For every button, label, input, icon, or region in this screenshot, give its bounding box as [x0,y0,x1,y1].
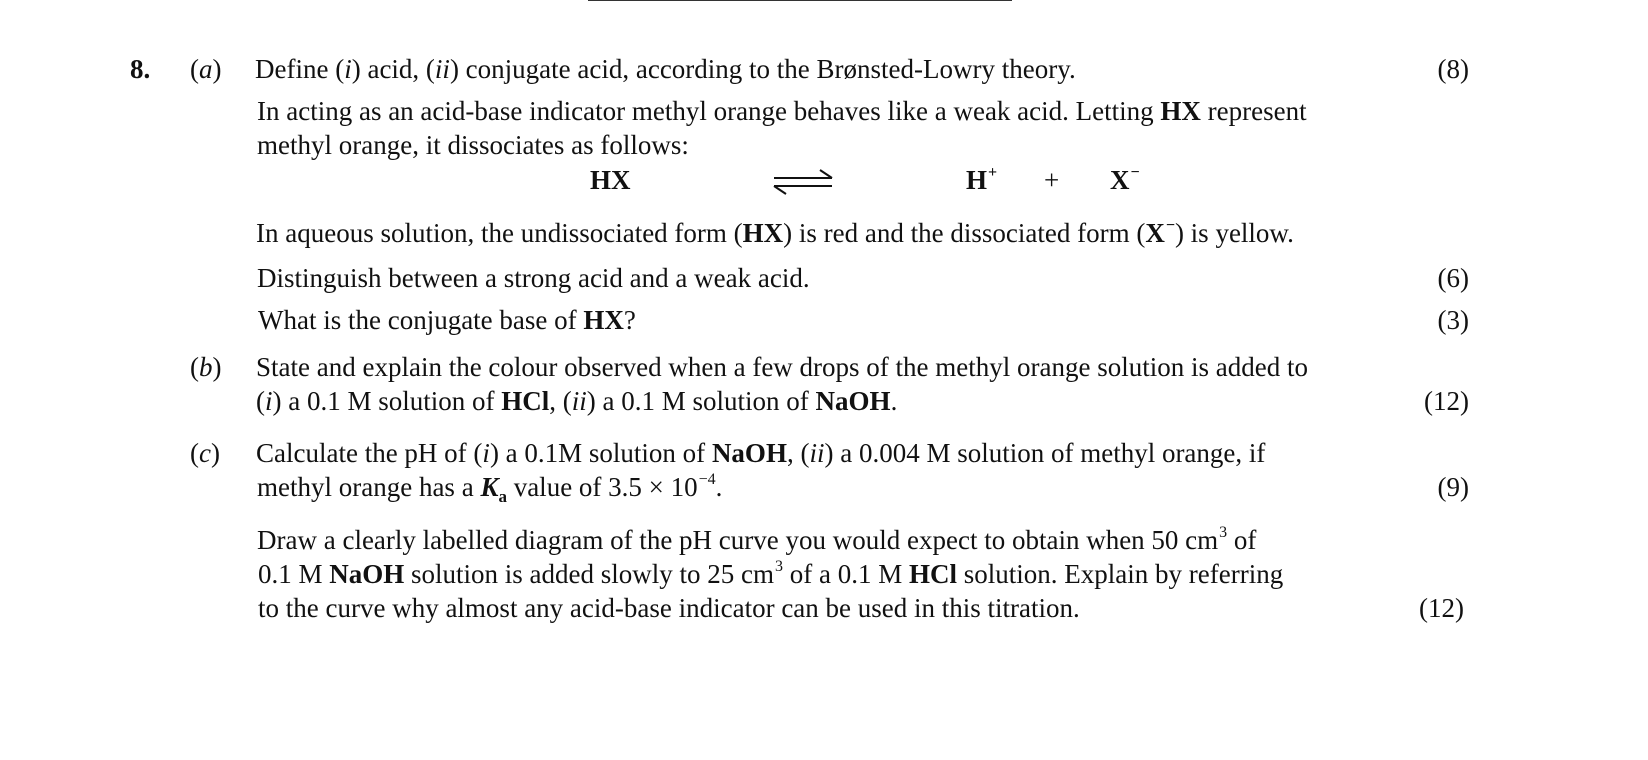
roman-ii: ii [434,54,450,84]
text: methyl orange has a [257,472,481,502]
charge: − [1165,217,1175,234]
text: of [1227,525,1257,555]
text: Define ( [255,54,345,84]
part-b-label: (b) [190,352,222,382]
exponent: −4 [698,471,716,488]
part-b-marks: (12) [1424,386,1469,416]
hx-formula: HX [583,305,624,335]
part-b-line-2 [256,384,897,418]
charge: + [988,164,998,181]
text: X [1110,165,1130,195]
text: ) a 0.1M solution of [489,438,712,468]
part-c-line-2 [257,470,722,509]
conjugate-base-line [258,303,636,337]
naoh-formula: NaOH [711,438,787,468]
text: ) a 0.004 M solution of methyl orange, if [824,438,1266,468]
indicator-line-2: methyl orange, it dissociates as follows: [257,130,689,160]
question-number: 8. [130,54,151,84]
text: In acting as an acid-base indicator methyl orange behaves like a weak acid. Letting [257,96,1161,126]
superscript: 3 [775,558,784,575]
roman-i: i [265,386,273,416]
part-a-letter: a [199,54,213,84]
part-b-letter: b [199,352,213,382]
text: of a 0.1 M [783,559,909,589]
ka-subscript: a [498,487,507,506]
part-c-line-1 [256,436,1265,470]
text: , ( [549,386,572,416]
indicator-line-1 [257,94,1307,128]
x-formula: X [1145,218,1165,248]
hcl-formula: HCl [501,386,550,416]
part-c-letter: c [199,438,211,468]
text: ) conjugate acid, according to the Brønsted-Lowry theory. [449,54,1076,84]
calc-marks: (9) [1437,472,1469,502]
distinguish-line: Distinguish between a strong acid and a weak acid. [257,263,810,293]
text: . [715,472,723,502]
define-marks: (8) [1437,54,1469,84]
equation-plus: + [1044,165,1060,195]
text: ) is yellow. [1174,218,1294,248]
charge: − [1130,164,1140,181]
text: ) acid, ( [351,54,435,84]
roman-ii: ii [809,438,825,468]
text: value of 3.5 × 10 [506,472,698,502]
roman-i: i [482,438,490,468]
equation-product-x [1110,163,1140,202]
hcl-formula: HCl [909,559,958,589]
hx-formula: HX [1160,96,1201,126]
hx-formula: HX [742,218,784,248]
roman-ii: ii [571,386,587,416]
header-rule [588,0,1012,1]
draw-marks: (12) [1419,593,1464,623]
part-c-label: (c) [190,438,220,468]
equation-product-h [966,163,997,202]
text: What is the conjugate base of [258,305,584,335]
text: ) is red and the dissociated form ( [783,218,1146,248]
colour-line [256,216,1294,255]
text: Calculate the pH of ( [256,438,483,468]
text: Draw a clearly labelled diagram of the pH curve you would expect to obtain when 50 cm [257,525,1219,555]
text: ? [623,305,636,335]
equation-reactant: HX [590,165,631,195]
text: . [890,386,898,416]
text: ( [256,386,265,416]
text: solution is added slowly to 25 cm [404,559,775,589]
text: ) a 0.1 M solution of [586,386,816,416]
text: , ( [786,438,810,468]
text: ) a 0.1 M solution of [272,386,502,416]
text: solution. Explain by referring [957,559,1284,589]
superscript: 3 [1219,524,1228,541]
draw-line-3: to the curve why almost any acid-base indicator can be used in this titration. [258,593,1080,623]
conjugate-base-marks: (3) [1437,305,1469,335]
roman-i: i [344,54,352,84]
text: H [966,165,988,195]
define-line [255,52,1076,86]
equilibrium-arrow-icon [772,168,836,196]
naoh-formula: NaOH [329,559,405,589]
ka-symbol: K [480,472,499,502]
text: In aqueous solution, the undissociated form ( [256,218,743,248]
text: represent [1200,96,1307,126]
part-a-label: (a) [190,54,222,84]
part-b-line-1: State and explain the colour observed when a few drops of the methyl orange solution is added to [256,352,1308,382]
naoh-formula: NaOH [815,386,891,416]
distinguish-marks: (6) [1437,263,1469,293]
text: 0.1 M [258,559,330,589]
